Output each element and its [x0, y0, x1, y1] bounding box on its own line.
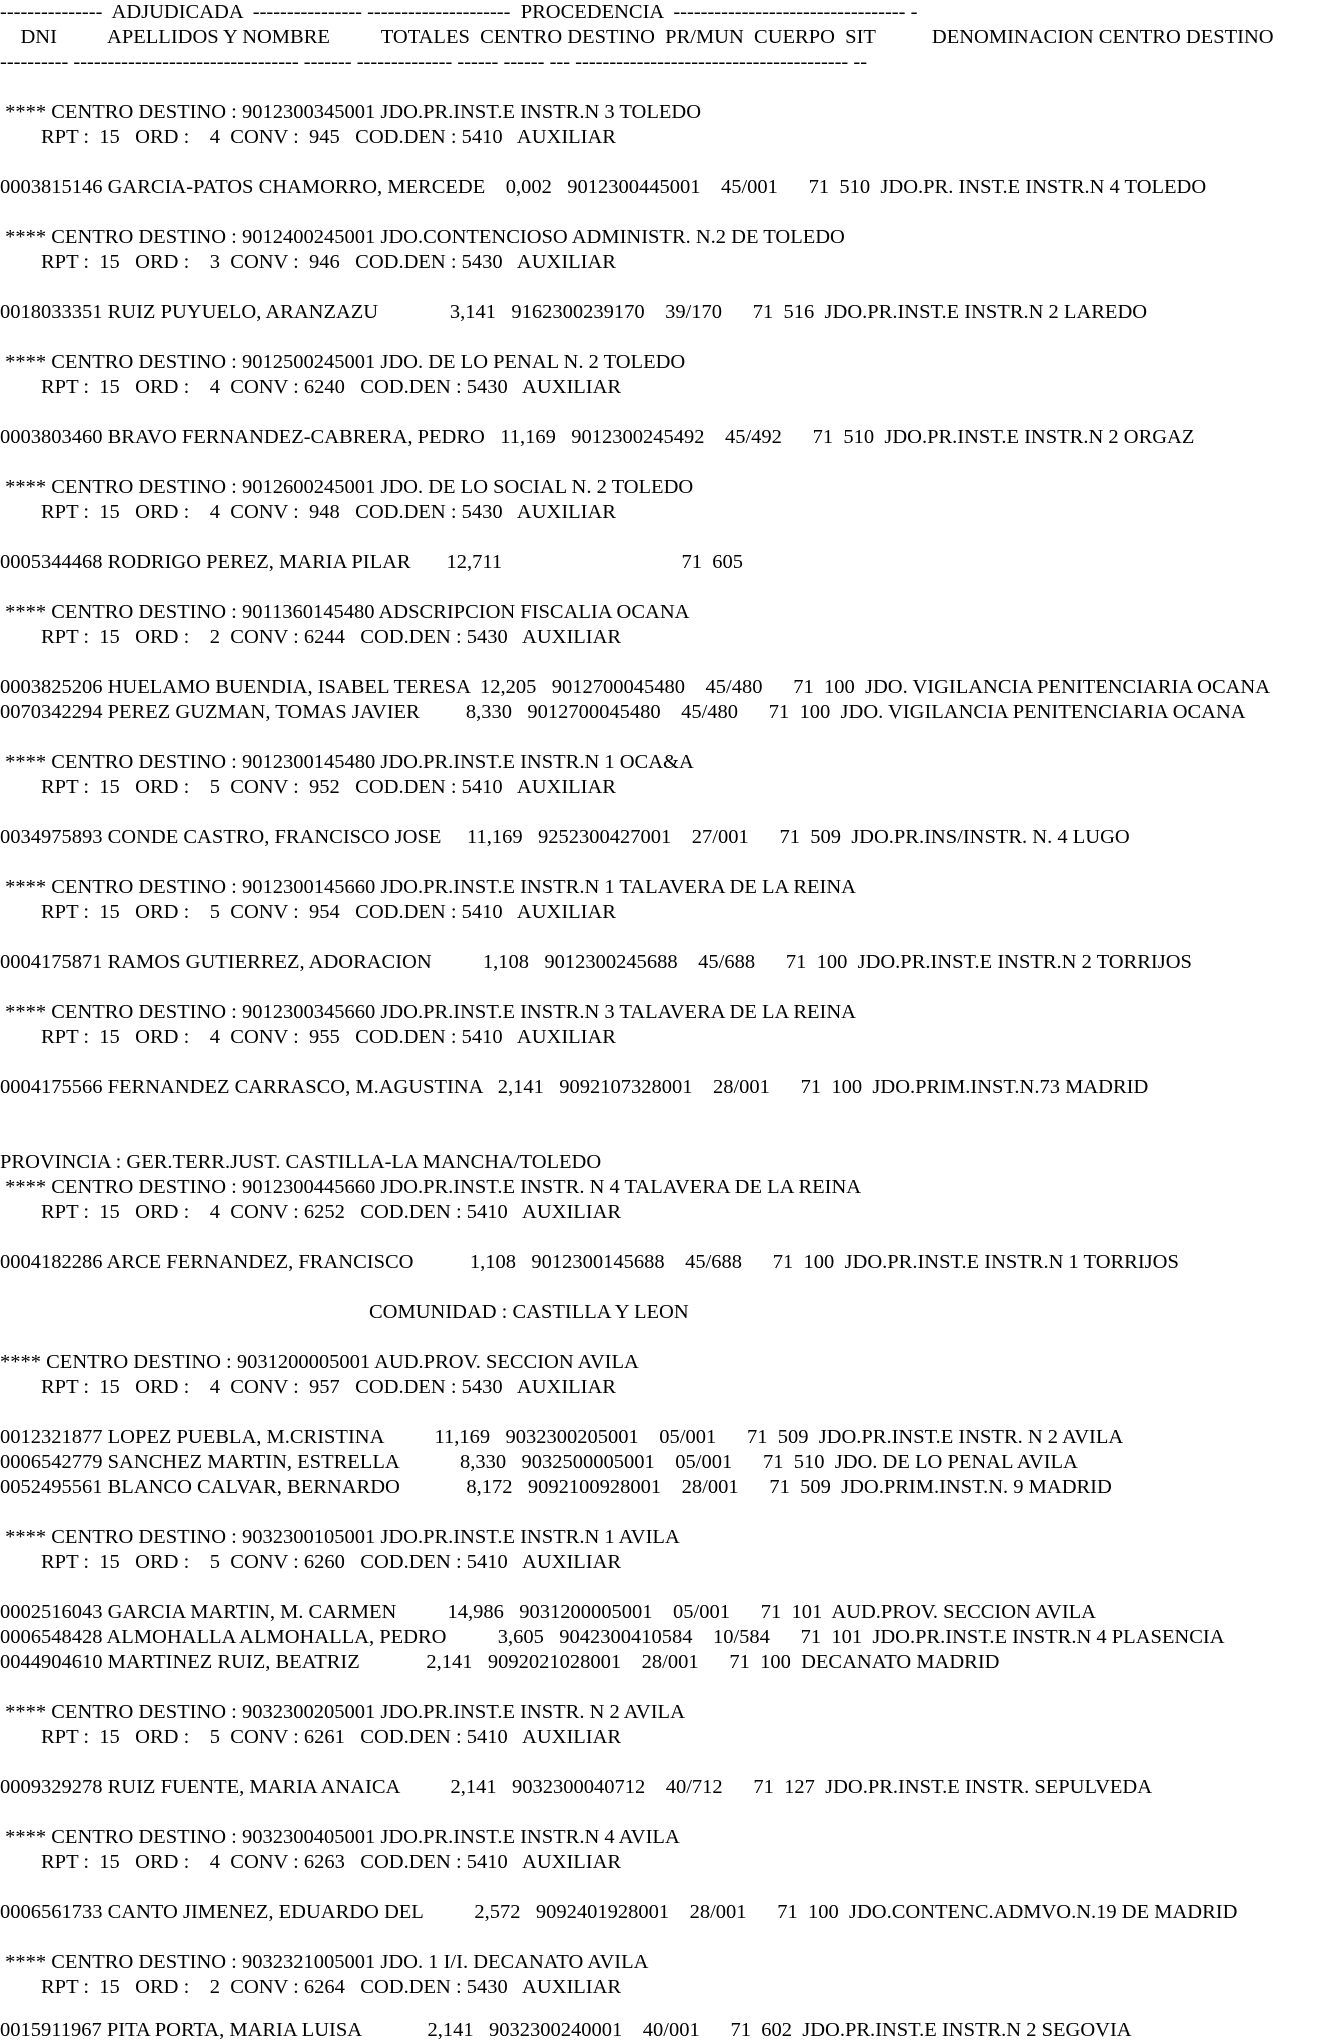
- centro-text: **** CENTRO DESTINO : 9032300405001 JDO.PR.INST.E INSTR.N 4 AVILA: [0, 1826, 680, 1848]
- person-line: [0, 1450, 1324, 1475]
- rpt-text: RPT : 15 ORD : 5 CONV : 6261 COD.DEN : 5410 AUXILIAR: [0, 1726, 622, 1748]
- comunidad-text: COMUNIDAD : CASTILLA Y LEON: [0, 1301, 689, 1323]
- person-text: 0004175871 RAMOS GUTIERREZ, ADORACION 1,108 9012300245688 45/688 71 100 JDO.PR.INST.E INSTR.N 2 TORRIJOS: [0, 951, 1192, 973]
- rpt-line: [0, 1975, 1324, 2000]
- rpt-line: [0, 1200, 1324, 1225]
- person-text: 0070342294 PEREZ GUZMAN, TOMAS JAVIER 8,330 9012700045480 45/480 71 100 JDO. VIGILANCIA PENITENCIARIA OCANA: [0, 701, 1246, 723]
- person-text: 0005344468 RODRIGO PEREZ, MARIA PILAR 12,711 71 605: [0, 551, 743, 573]
- rpt-line: [0, 500, 1324, 525]
- person-text: 0006561733 CANTO JIMENEZ, EDUARDO DEL 2,572 9092401928001 28/001 71 100 JDO.CONTENC.ADMVO.N.19 DE MADRID: [0, 1901, 1238, 1923]
- person-text: 0006548428 ALMOHALLA ALMOHALLA, PEDRO 3,605 9042300410584 10/584 71 101 JDO.PR.INST.E INSTR.N 4 PLASENCIA: [0, 1626, 1225, 1648]
- rpt-line: [0, 250, 1324, 275]
- centro-text: **** CENTRO DESTINO : 9012600245001 JDO. DE LO SOCIAL N. 2 TOLEDO: [0, 476, 694, 498]
- person-line: [0, 1475, 1324, 1500]
- rule-header-line: [0, 0, 1324, 25]
- rpt-line: [0, 375, 1324, 400]
- person-line: [0, 175, 1324, 200]
- person-line: [0, 1650, 1324, 1675]
- person-line: [0, 300, 1324, 325]
- rpt-text: RPT : 15 ORD : 4 CONV : 948 COD.DEN : 5430 AUXILIAR: [0, 501, 616, 523]
- centro-text: **** CENTRO DESTINO : 9012300345660 JDO.PR.INST.E INSTR.N 3 TALAVERA DE LA REINA: [0, 1001, 856, 1023]
- rpt-line: [0, 1375, 1324, 1400]
- person-text: 0044904610 MARTINEZ RUIZ, BEATRIZ 2,141 9092021028001 28/001 71 100 DECANATO MADRID: [0, 1651, 1000, 1673]
- person-text: 0009329278 RUIZ FUENTE, MARIA ANAICA 2,141 9032300040712 40/712 71 127 JDO.PR.INST.E INSTR. SEPULVEDA: [0, 1776, 1153, 1798]
- centro-line: [0, 100, 1324, 125]
- centro-text: **** CENTRO DESTINO : 9032300205001 JDO.PR.INST.E INSTR. N 2 AVILA: [0, 1701, 685, 1723]
- centro-line: [0, 750, 1324, 775]
- rpt-text: RPT : 15 ORD : 5 CONV : 6260 COD.DEN : 5410 AUXILIAR: [0, 1551, 622, 1573]
- person-text: 0006542779 SANCHEZ MARTIN, ESTRELLA 8,330 9032500005001 05/001 71 510 JDO. DE LO PENAL AVILA: [0, 1451, 1078, 1473]
- rpt-text: RPT : 15 ORD : 2 CONV : 6244 COD.DEN : 5430 AUXILIAR: [0, 626, 622, 648]
- person-text: 0003825206 HUELAMO BUENDIA, ISABEL TERESA 12,205 9012700045480 45/480 71 100 JDO. VIGILANCIA PENITENCIARIA OCANA: [0, 676, 1271, 698]
- rpt-line: [0, 625, 1324, 650]
- person-line: [0, 1625, 1324, 1650]
- rpt-text: RPT : 15 ORD : 5 CONV : 952 COD.DEN : 5410 AUXILIAR: [0, 776, 616, 798]
- rpt-line: [0, 1725, 1324, 1750]
- column-header-text: DNI APELLIDOS Y NOMBRE TOTALES CENTRO DESTINO PR/MUN CUERPO SIT DENOMINACION CENTRO DESTINO: [0, 26, 1274, 48]
- centro-line: [0, 1350, 1324, 1375]
- centro-text: **** CENTRO DESTINO : 9011360145480 ADSCRIPCION FISCALIA OCANA: [0, 601, 690, 623]
- rpt-text: RPT : 15 ORD : 4 CONV : 945 COD.DEN : 5410 AUXILIAR: [0, 126, 616, 148]
- rpt-line: [0, 125, 1324, 150]
- centro-line: [0, 1825, 1324, 1850]
- person-line: [0, 675, 1324, 700]
- person-text: 0004175566 FERNANDEZ CARRASCO, M.AGUSTINA 2,141 9092107328001 28/001 71 100 JDO.PRIM.INST.N.73 MADRID: [0, 1076, 1149, 1098]
- centro-text: **** CENTRO DESTINO : 9012300145660 JDO.PR.INST.E INSTR.N 1 TALAVERA DE LA REINA: [0, 876, 856, 898]
- centro-line: [0, 475, 1324, 500]
- centro-line: [0, 350, 1324, 375]
- rpt-text: RPT : 15 ORD : 4 CONV : 6263 COD.DEN : 5410 AUXILIAR: [0, 1851, 622, 1873]
- person-line: [0, 1425, 1324, 1450]
- person-line: [0, 2018, 1324, 2043]
- centro-line: [0, 875, 1324, 900]
- rpt-line: [0, 1550, 1324, 1575]
- centro-line: [0, 1175, 1324, 1200]
- person-line: [0, 1250, 1324, 1275]
- person-line: [0, 1775, 1324, 1800]
- centro-text: **** CENTRO DESTINO : 9032321005001 JDO. 1 I/I. DECANATO AVILA: [0, 1951, 649, 1973]
- person-text: 0004182286 ARCE FERNANDEZ, FRANCISCO 1,108 9012300145688 45/688 71 100 JDO.PR.INST.E INSTR.N 1 TORRIJOS: [0, 1251, 1179, 1273]
- rpt-line: [0, 900, 1324, 925]
- rule-header-text: ---------- --------------------------------- ------- -------------- ------ ------ --- ---------------------------------------- --: [0, 51, 868, 73]
- person-text: 0012321877 LOPEZ PUEBLA, M.CRISTINA 11,169 9032300205001 05/001 71 509 JDO.PR.INST.E INSTR. N 2 AVILA: [0, 1426, 1124, 1448]
- centro-line: [0, 1950, 1324, 1975]
- centro-line: [0, 225, 1324, 250]
- centro-line: [0, 1000, 1324, 1025]
- person-line: [0, 1075, 1324, 1100]
- person-line: [0, 825, 1324, 850]
- person-text: 0018033351 RUIZ PUYUELO, ARANZAZU 3,141 9162300239170 39/170 71 516 JDO.PR.INST.E INSTR.N 2 LAREDO: [0, 301, 1148, 323]
- centro-text: **** CENTRO DESTINO : 9012500245001 JDO. DE LO PENAL N. 2 TOLEDO: [0, 351, 686, 373]
- rpt-text: RPT : 15 ORD : 4 CONV : 955 COD.DEN : 5410 AUXILIAR: [0, 1026, 616, 1048]
- centro-text: **** CENTRO DESTINO : 9012300145480 JDO.PR.INST.E INSTR.N 1 OCA&A: [0, 751, 694, 773]
- person-line: [0, 700, 1324, 725]
- centro-line: [0, 1700, 1324, 1725]
- person-line: [0, 425, 1324, 450]
- person-line: [0, 550, 1324, 575]
- rpt-text: RPT : 15 ORD : 4 CONV : 6252 COD.DEN : 5410 AUXILIAR: [0, 1201, 622, 1223]
- rpt-text: RPT : 15 ORD : 2 CONV : 6264 COD.DEN : 5430 AUXILIAR: [0, 1976, 622, 1998]
- rule-header-text: --------------- ADJUDICADA ---------------- --------------------- PROCEDENCIA ---------------------------------- -: [0, 1, 918, 23]
- column-header-line: [0, 25, 1324, 50]
- person-text: 0002516043 GARCIA MARTIN, M. CARMEN 14,986 9031200005001 05/001 71 101 AUD.PROV. SECCION AVILA: [0, 1601, 1096, 1623]
- rpt-line: [0, 775, 1324, 800]
- person-line: [0, 1600, 1324, 1625]
- rpt-line: [0, 1850, 1324, 1875]
- person-line: [0, 950, 1324, 975]
- rpt-line: [0, 1025, 1324, 1050]
- comunidad-line: [0, 1300, 1324, 1325]
- person-text: 0015911967 PITA PORTA, MARIA LUISA 2,141 9032300240001 40/001 71 602 JDO.PR.INST.E INSTR.N 2 SEGOVIA: [0, 2019, 1132, 2041]
- centro-line: [0, 600, 1324, 625]
- centro-line: [0, 1525, 1324, 1550]
- centro-text: **** CENTRO DESTINO : 9031200005001 AUD.PROV. SECCION AVILA: [0, 1351, 639, 1373]
- person-text: 0003803460 BRAVO FERNANDEZ-CABRERA, PEDRO 11,169 9012300245492 45/492 71 510 JDO.PR.INST.E INSTR.N 2 ORGAZ: [0, 426, 1195, 448]
- person-text: 0003815146 GARCIA-PATOS CHAMORRO, MERCEDE 0,002 9012300445001 45/001 71 510 JDO.PR. INST.E INSTR.N 4 TOLEDO: [0, 176, 1207, 198]
- rule-header-line: [0, 50, 1324, 75]
- person-text: 0034975893 CONDE CASTRO, FRANCISCO JOSE 11,169 9252300427001 27/001 71 509 JDO.PR.INS/INSTR. N. 4 LUGO: [0, 826, 1130, 848]
- centro-text: **** CENTRO DESTINO : 9012400245001 JDO.CONTENCIOSO ADMINISTR. N.2 DE TOLEDO: [0, 226, 845, 248]
- rpt-text: RPT : 15 ORD : 5 CONV : 954 COD.DEN : 5410 AUXILIAR: [0, 901, 616, 923]
- rpt-text: RPT : 15 ORD : 3 CONV : 946 COD.DEN : 5430 AUXILIAR: [0, 251, 616, 273]
- centro-text: **** CENTRO DESTINO : 9012300345001 JDO.PR.INST.E INSTR.N 3 TOLEDO: [0, 101, 701, 123]
- centro-text: **** CENTRO DESTINO : 9012300445660 JDO.PR.INST.E INSTR. N 4 TALAVERA DE LA REINA: [0, 1176, 862, 1198]
- rpt-text: RPT : 15 ORD : 4 CONV : 957 COD.DEN : 5430 AUXILIAR: [0, 1376, 616, 1398]
- provincia-line: [0, 1150, 1324, 1175]
- provincia-text: PROVINCIA : GER.TERR.JUST. CASTILLA-LA MANCHA/TOLEDO: [0, 1151, 602, 1173]
- rpt-text: RPT : 15 ORD : 4 CONV : 6240 COD.DEN : 5430 AUXILIAR: [0, 376, 622, 398]
- centro-text: **** CENTRO DESTINO : 9032300105001 JDO.PR.INST.E INSTR.N 1 AVILA: [0, 1526, 680, 1548]
- person-line: [0, 1900, 1324, 1925]
- person-text: 0052495561 BLANCO CALVAR, BERNARDO 8,172 9092100928001 28/001 71 509 JDO.PRIM.INST.N. 9 MADRID: [0, 1476, 1112, 1498]
